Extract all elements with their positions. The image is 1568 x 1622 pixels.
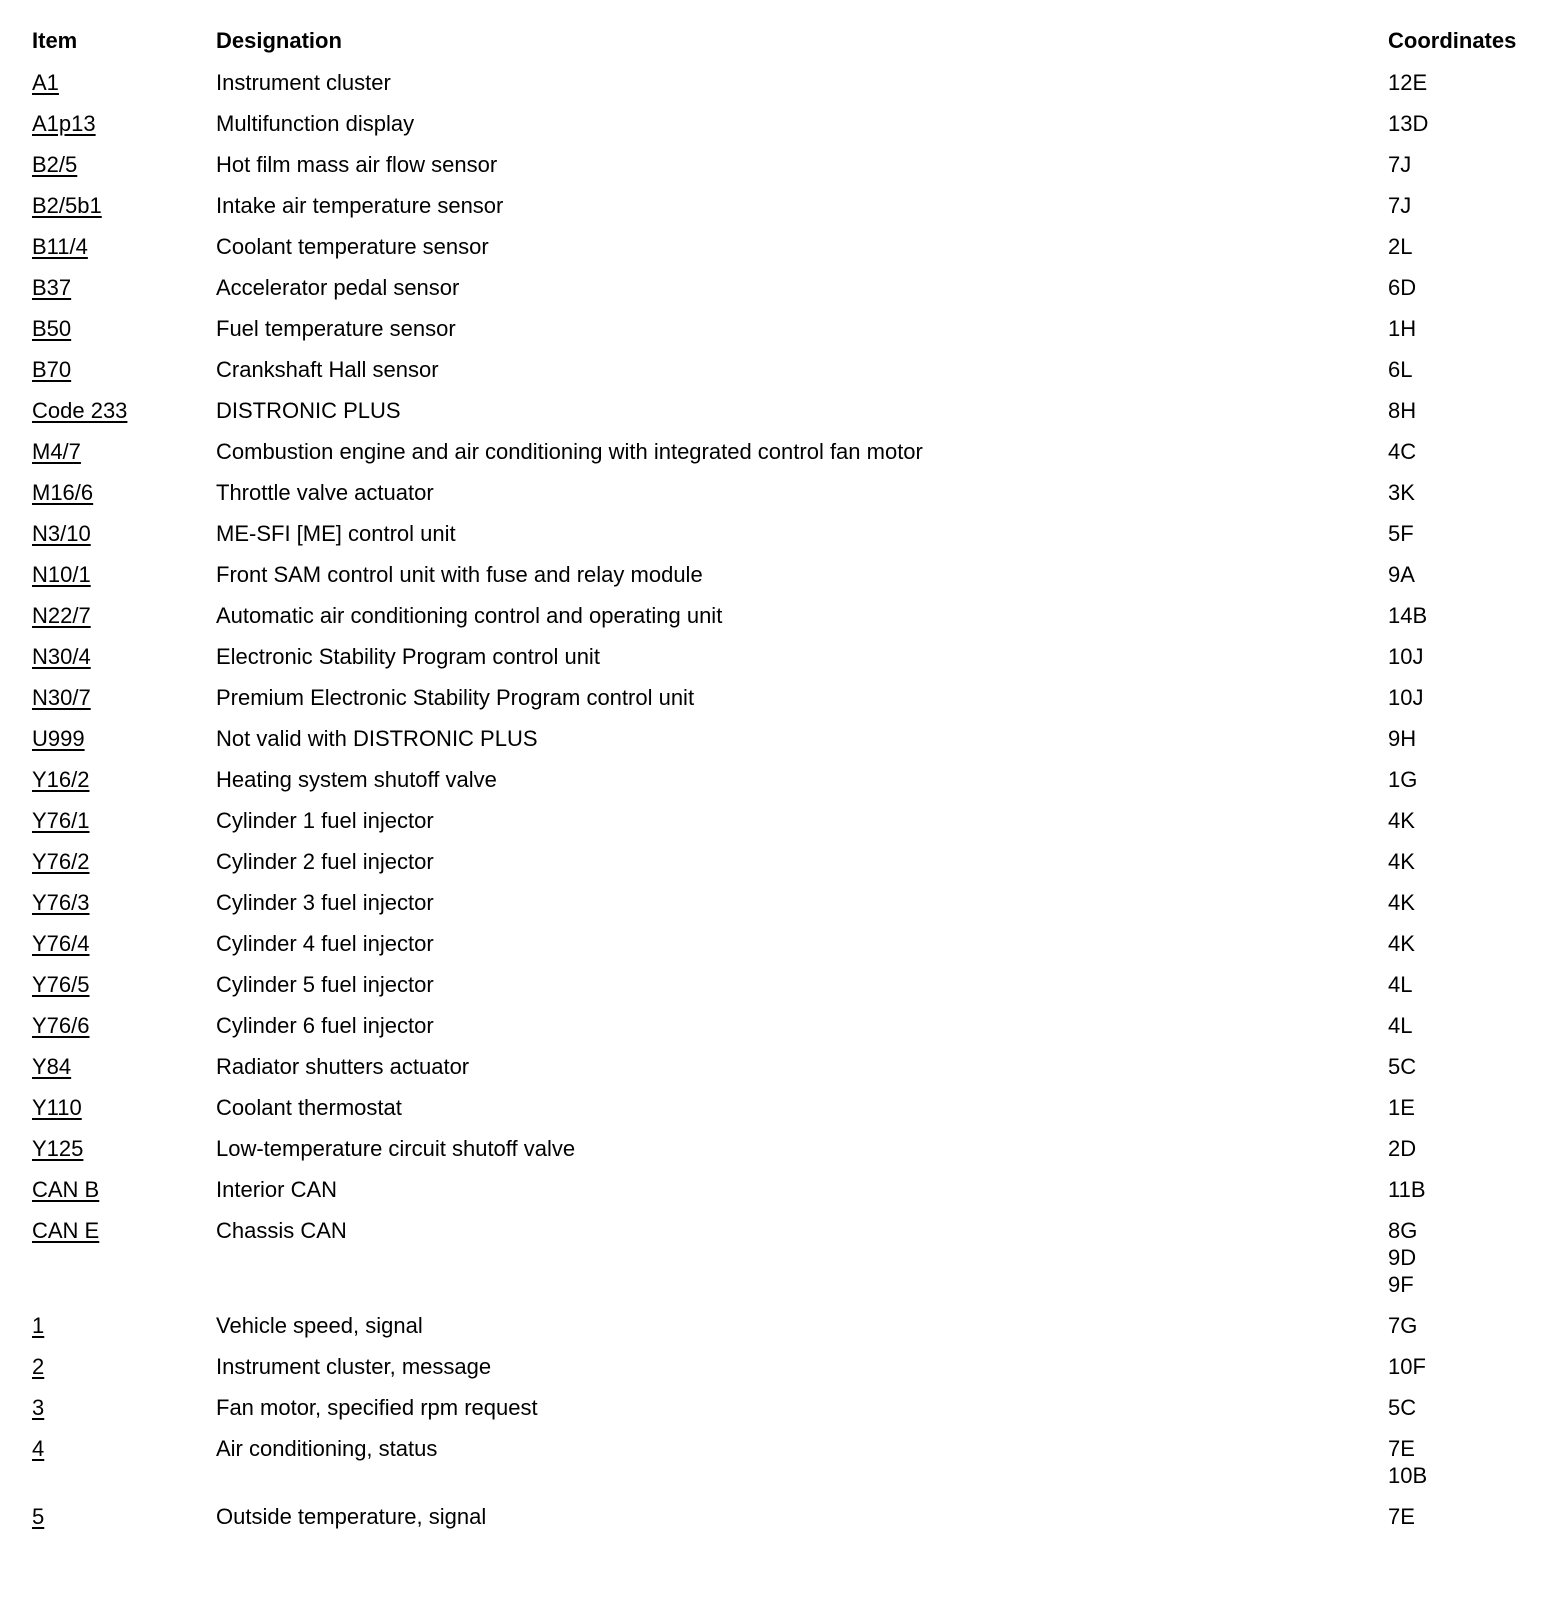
designation-cell: Coolant thermostat: [216, 1095, 402, 1120]
item-cell: [25, 841, 209, 882]
designation-cell: Instrument cluster: [216, 70, 391, 95]
item-cell: [25, 1305, 209, 1346]
designation-cell: Crankshaft Hall sensor: [216, 357, 439, 382]
coordinate-value: 7E: [1388, 1504, 1415, 1529]
designation-cell: Intake air temperature sensor: [216, 193, 504, 218]
coordinates-cell: [1381, 1128, 1545, 1169]
item-link[interactable]: 2: [32, 1354, 45, 1379]
coordinate-value: 9F: [1388, 1272, 1414, 1297]
coordinates-cell: [1381, 390, 1545, 431]
coordinates-cell: [1381, 759, 1545, 800]
coordinate-value: 7J: [1388, 193, 1412, 218]
item-cell: [25, 308, 209, 349]
designation-cell: Fuel temperature sensor: [216, 316, 456, 341]
coordinates-cell: [1381, 964, 1545, 1005]
table-row: [25, 62, 1545, 103]
coordinates-cell: [1381, 718, 1545, 759]
item-cell: [25, 1005, 209, 1046]
coordinate-value: 10F: [1388, 1354, 1426, 1379]
designation-cell: Premium Electronic Stability Program control unit: [216, 685, 695, 710]
legend-table: [25, 20, 1545, 1537]
coordinates-cell: [1381, 923, 1545, 964]
designation-cell: Cylinder 1 fuel injector: [216, 808, 434, 833]
item-link[interactable]: A1: [32, 70, 59, 95]
designation-cell: Electronic Stability Program control unit: [216, 644, 600, 669]
header-coordinates: Coordinates: [1388, 28, 1517, 53]
coordinates-cell: [1381, 554, 1545, 595]
table-row: [25, 390, 1545, 431]
item-cell: [25, 1387, 209, 1428]
item-cell: [25, 1346, 209, 1387]
coordinates-cell: [1381, 62, 1545, 103]
table-row: [25, 1305, 1545, 1346]
item-link[interactable]: Y76/6: [32, 1013, 90, 1038]
coordinate-value: 9H: [1388, 726, 1417, 751]
item-cell: [25, 1169, 209, 1210]
item-link[interactable]: CAN B: [32, 1177, 100, 1202]
coordinate-value: 4K: [1388, 931, 1415, 956]
item-link[interactable]: Y110: [32, 1095, 82, 1120]
coordinates-cell: [1381, 1169, 1545, 1210]
item-link[interactable]: B70: [32, 357, 72, 382]
designation-cell: Cylinder 3 fuel injector: [216, 890, 434, 915]
item-link[interactable]: N30/7: [32, 685, 91, 710]
coordinates-cell: [1381, 1087, 1545, 1128]
coordinates-cell: [1381, 882, 1545, 923]
item-cell: [25, 349, 209, 390]
item-link[interactable]: Y76/2: [32, 849, 90, 874]
designation-cell: Cylinder 5 fuel injector: [216, 972, 434, 997]
item-link[interactable]: M4/7: [32, 439, 81, 464]
table-row: [25, 923, 1545, 964]
table-row: [25, 1346, 1545, 1387]
item-link[interactable]: B37: [32, 275, 72, 300]
item-cell: [25, 554, 209, 595]
item-link[interactable]: Y16/2: [32, 767, 90, 792]
table-row: [25, 964, 1545, 1005]
coordinate-value: 6L: [1388, 357, 1413, 382]
designation-cell: Not valid with DISTRONIC PLUS: [216, 726, 538, 751]
item-cell: [25, 882, 209, 923]
coordinate-value: 9A: [1388, 562, 1415, 587]
table-row: [25, 800, 1545, 841]
designation-cell: Cylinder 4 fuel injector: [216, 931, 434, 956]
coordinate-value: 8H: [1388, 398, 1417, 423]
designation-cell: Coolant temperature sensor: [216, 234, 489, 259]
item-link[interactable]: B50: [32, 316, 72, 341]
item-link[interactable]: 3: [32, 1395, 45, 1420]
coordinates-cell: [1381, 841, 1545, 882]
item-link[interactable]: Y125: [32, 1136, 84, 1161]
coordinates-cell: [1381, 1428, 1545, 1496]
coordinates-cell: [1381, 144, 1545, 185]
coordinates-cell: [1381, 349, 1545, 390]
coordinate-value: 4L: [1388, 972, 1413, 997]
table-row: [25, 103, 1545, 144]
coordinate-value: 10B: [1388, 1463, 1428, 1488]
item-link[interactable]: 5: [32, 1504, 45, 1529]
item-link[interactable]: B11/4: [32, 234, 88, 259]
coordinates-cell: [1381, 1210, 1545, 1305]
item-link[interactable]: N22/7: [32, 603, 91, 628]
designation-cell: Low-temperature circuit shutoff valve: [216, 1136, 576, 1161]
item-cell: [25, 759, 209, 800]
designation-cell: Heating system shutoff valve: [216, 767, 497, 792]
item-link[interactable]: B2/5b1: [32, 193, 102, 218]
table-row: [25, 226, 1545, 267]
coordinate-value: 1E: [1388, 1095, 1415, 1120]
item-link[interactable]: N10/1: [32, 562, 91, 587]
item-cell: [25, 267, 209, 308]
item-link[interactable]: CAN E: [32, 1218, 100, 1243]
item-link[interactable]: A1p13: [32, 111, 96, 136]
designation-cell: Cylinder 6 fuel injector: [216, 1013, 434, 1038]
designation-cell: Hot film mass air flow sensor: [216, 152, 498, 177]
table-row: [25, 513, 1545, 554]
designation-cell: Front SAM control unit with fuse and relay module: [216, 562, 703, 587]
table-row: [25, 472, 1545, 513]
designation-cell: Combustion engine and air conditioning with integrated control fan motor: [216, 439, 923, 464]
designation-cell: Vehicle speed, signal: [216, 1313, 423, 1338]
header-item: Item: [32, 28, 78, 53]
coordinates-cell: [1381, 226, 1545, 267]
table-row: [25, 308, 1545, 349]
item-link[interactable]: N3/10: [32, 521, 91, 546]
designation-cell: ME-SFI [ME] control unit: [216, 521, 456, 546]
designation-cell: Multifunction display: [216, 111, 415, 136]
header-row: [25, 20, 1545, 62]
item-link[interactable]: M16/6: [32, 480, 94, 505]
table-row: [25, 267, 1545, 308]
table-row: [25, 1387, 1545, 1428]
designation-cell: Fan motor, specified rpm request: [216, 1395, 538, 1420]
item-link[interactable]: N30/4: [32, 644, 91, 669]
designation-cell: DISTRONIC PLUS: [216, 398, 401, 423]
coordinates-cell: [1381, 636, 1545, 677]
coordinate-value: 5F: [1388, 521, 1414, 546]
item-link[interactable]: U999: [32, 726, 85, 751]
coordinate-value: 13D: [1388, 111, 1429, 136]
table-row: [25, 1087, 1545, 1128]
item-cell: [25, 1496, 209, 1537]
coordinates-cell: [1381, 1346, 1545, 1387]
table-row: [25, 144, 1545, 185]
designation-cell: Radiator shutters actuator: [216, 1054, 470, 1079]
designation-cell: Throttle valve actuator: [216, 480, 434, 505]
designation-cell: Cylinder 2 fuel injector: [216, 849, 434, 874]
coordinate-value: 5C: [1388, 1395, 1417, 1420]
table-row: [25, 431, 1545, 472]
item-link[interactable]: Y76/4: [32, 931, 90, 956]
coordinates-cell: [1381, 595, 1545, 636]
item-link[interactable]: Y76/5: [32, 972, 90, 997]
table-row: [25, 1428, 1545, 1496]
coordinates-cell: [1381, 431, 1545, 472]
item-cell: [25, 800, 209, 841]
coordinate-value: 1G: [1388, 767, 1418, 792]
coordinate-value: 10J: [1388, 685, 1424, 710]
item-cell: [25, 718, 209, 759]
coordinate-value: 7E: [1388, 1436, 1415, 1461]
coordinate-value: 2D: [1388, 1136, 1417, 1161]
coordinate-value: 4K: [1388, 808, 1415, 833]
table-row: [25, 636, 1545, 677]
item-cell: [25, 636, 209, 677]
item-link[interactable]: Y84: [32, 1054, 72, 1079]
coordinate-value: 7G: [1388, 1313, 1418, 1338]
item-cell: [25, 513, 209, 554]
item-cell: [25, 472, 209, 513]
table-row: [25, 185, 1545, 226]
coordinate-value: 6D: [1388, 275, 1417, 300]
coordinates-cell: [1381, 1046, 1545, 1087]
coordinates-cell: [1381, 185, 1545, 226]
table-row: [25, 882, 1545, 923]
coordinates-cell: [1381, 1305, 1545, 1346]
item-cell: [25, 390, 209, 431]
table-row: [25, 349, 1545, 390]
table-row: [25, 1128, 1545, 1169]
designation-cell: Air conditioning, status: [216, 1436, 438, 1461]
coordinate-value: 3K: [1388, 480, 1415, 505]
designation-cell: Instrument cluster, message: [216, 1354, 492, 1379]
designation-cell: Chassis CAN: [216, 1218, 347, 1243]
coordinates-cell: [1381, 1387, 1545, 1428]
item-link[interactable]: Y76/3: [32, 890, 90, 915]
coordinate-value: 2L: [1388, 234, 1413, 259]
coordinate-value: 1H: [1388, 316, 1417, 341]
item-cell: [25, 62, 209, 103]
coordinate-value: 4K: [1388, 890, 1415, 915]
coordinates-cell: [1381, 308, 1545, 349]
coordinate-value: 12E: [1388, 70, 1428, 95]
table-row: [25, 1496, 1545, 1537]
item-cell: [25, 1046, 209, 1087]
header-designation: Designation: [216, 28, 342, 53]
designation-cell: Outside temperature, signal: [216, 1504, 487, 1529]
coordinate-value: 8G: [1388, 1218, 1418, 1243]
coordinates-cell: [1381, 103, 1545, 144]
coordinates-cell: [1381, 267, 1545, 308]
designation-cell: Accelerator pedal sensor: [216, 275, 460, 300]
item-cell: [25, 431, 209, 472]
coordinates-cell: [1381, 677, 1545, 718]
coordinate-value: 4K: [1388, 849, 1415, 874]
table-row: [25, 1005, 1545, 1046]
table-row: [25, 1046, 1545, 1087]
item-link[interactable]: 4: [32, 1436, 45, 1461]
table-row: [25, 841, 1545, 882]
table-row: [25, 1169, 1545, 1210]
item-link[interactable]: Y76/1: [32, 808, 90, 833]
coordinate-value: 14B: [1388, 603, 1428, 628]
coordinate-value: 9D: [1388, 1245, 1417, 1270]
item-link[interactable]: B2/5: [32, 152, 78, 177]
coordinate-value: 5C: [1388, 1054, 1417, 1079]
coordinate-value: 4C: [1388, 439, 1417, 464]
item-cell: [25, 226, 209, 267]
item-cell: [25, 1428, 209, 1496]
item-cell: [25, 964, 209, 1005]
item-cell: [25, 1128, 209, 1169]
item-cell: [25, 144, 209, 185]
coordinate-value: 7J: [1388, 152, 1412, 177]
table-row: [25, 677, 1545, 718]
coordinate-value: 10J: [1388, 644, 1424, 669]
coordinates-cell: [1381, 1005, 1545, 1046]
coordinate-value: 4L: [1388, 1013, 1413, 1038]
coordinate-value: 11B: [1388, 1177, 1426, 1202]
legend-body: [25, 62, 1545, 1537]
item-link[interactable]: Code 233: [32, 398, 128, 423]
designation-cell: Automatic air conditioning control and operating unit: [216, 603, 723, 628]
coordinates-cell: [1381, 1496, 1545, 1537]
item-cell: [25, 923, 209, 964]
item-cell: [25, 103, 209, 144]
designation-cell: Interior CAN: [216, 1177, 338, 1202]
coordinates-cell: [1381, 472, 1545, 513]
item-cell: [25, 1210, 209, 1305]
table-row: [25, 759, 1545, 800]
item-cell: [25, 677, 209, 718]
coordinates-cell: [1381, 800, 1545, 841]
item-cell: [25, 185, 209, 226]
item-cell: [25, 1087, 209, 1128]
item-cell: [25, 595, 209, 636]
table-row: [25, 718, 1545, 759]
table-row: [25, 1210, 1545, 1305]
coordinates-cell: [1381, 513, 1545, 554]
item-link[interactable]: 1: [32, 1313, 45, 1338]
table-row: [25, 554, 1545, 595]
table-row: [25, 595, 1545, 636]
